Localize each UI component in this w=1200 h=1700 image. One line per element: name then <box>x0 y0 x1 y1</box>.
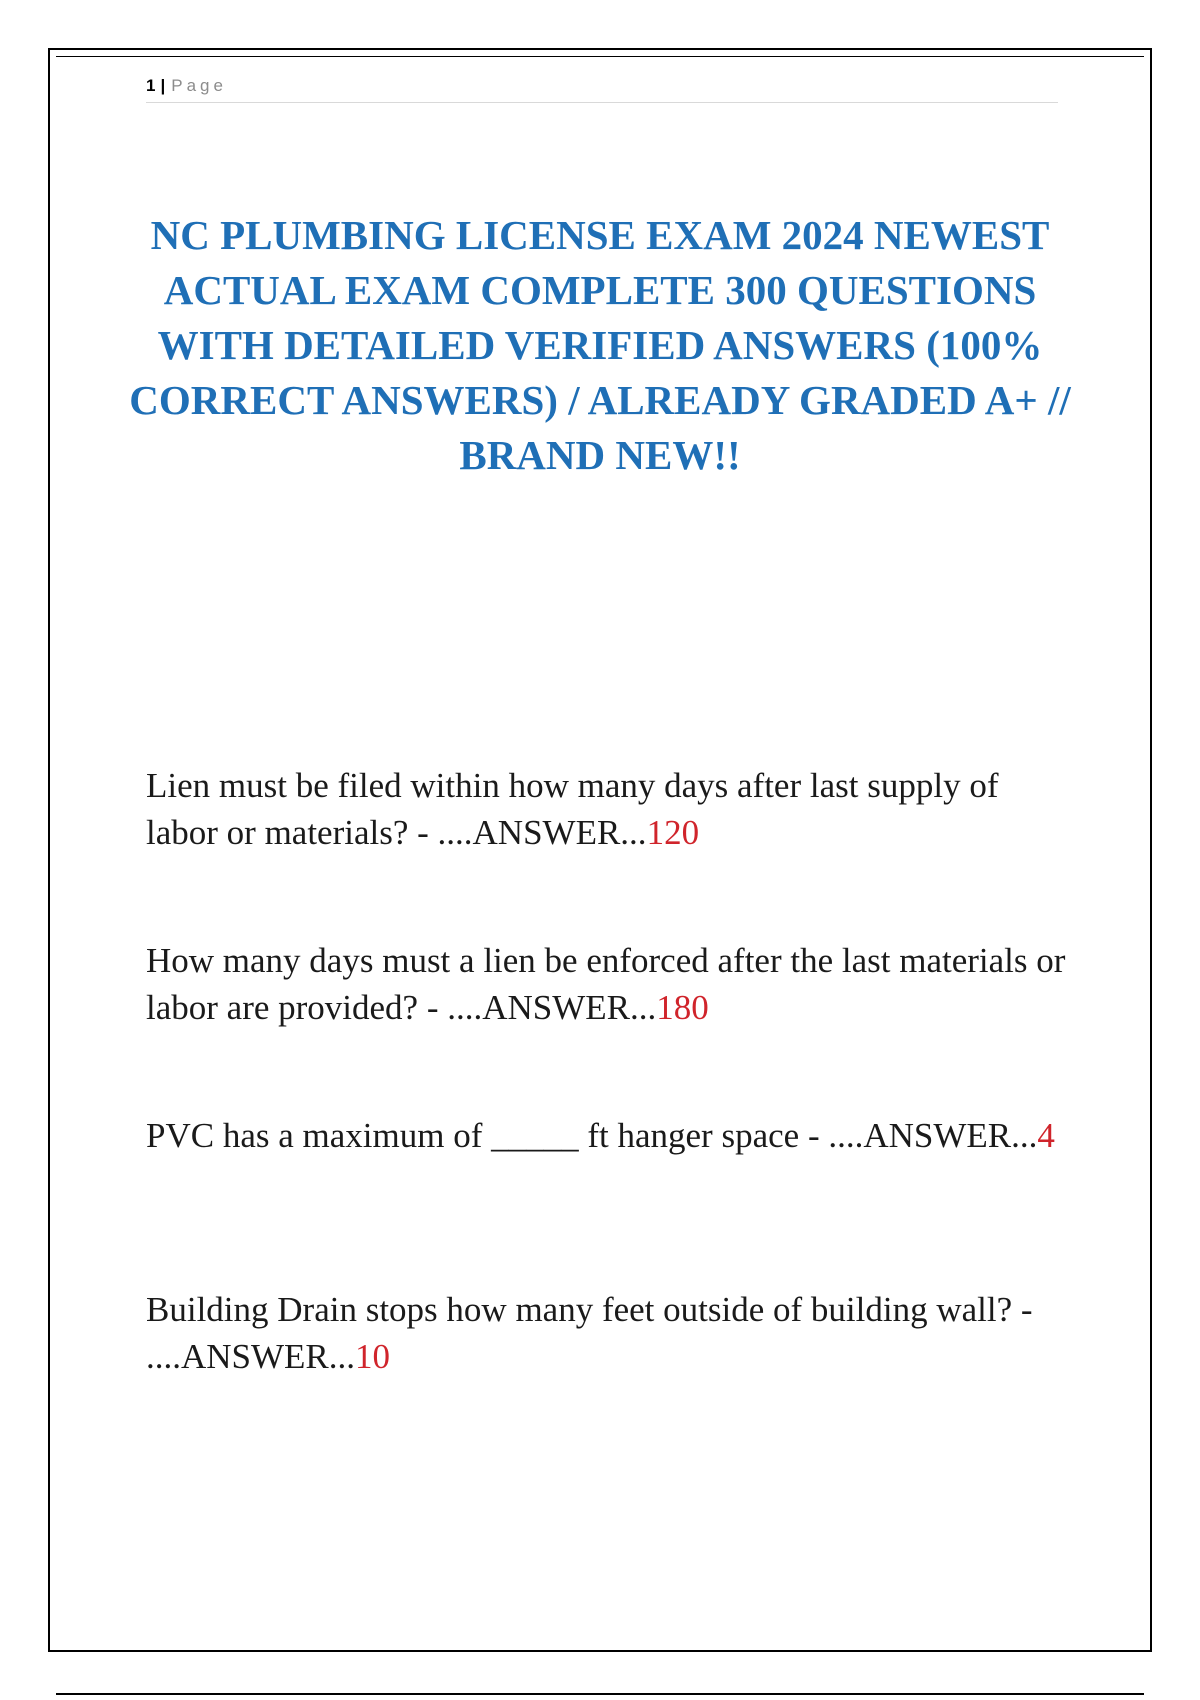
question-4-answer: 10 <box>355 1337 391 1376</box>
page-number: 1 <box>146 76 156 95</box>
question-1-text: Lien must be filed within how many days after last supply of labor or materials? - ....ANSWER... <box>146 766 999 852</box>
bottom-rule <box>56 1693 1144 1695</box>
question-3-text: PVC has a maximum of _____ ft hanger space - ....ANSWER... <box>146 1116 1038 1155</box>
question-2-answer: 180 <box>656 988 709 1027</box>
page-separator: | <box>160 76 166 95</box>
document-title: NC PLUMBING LICENSE EXAM 2024 NEWEST ACTUAL EXAM COMPLETE 300 QUESTIONS WITH DETAILED VERIFIED ANSWERS (100% CORRECT ANSWERS) / ALREADY GRADED A+ // BRAND NEW!! <box>129 212 1071 478</box>
question-3 <box>146 1112 1066 1159</box>
question-2 <box>146 937 1066 1031</box>
question-1 <box>146 762 1066 856</box>
page-label: Page <box>171 76 227 95</box>
question-1-answer: 120 <box>646 813 700 852</box>
question-4 <box>146 1286 1066 1380</box>
question-3-answer: 4 <box>1037 1116 1055 1155</box>
question-2-text: How many days must a lien be enforced after the last materials or labor are provided? - ....ANSWER... <box>146 941 1066 1027</box>
question-4-text: Building Drain stops how many feet outside of building wall? - ....ANSWER... <box>146 1290 1033 1376</box>
page-header <box>146 70 1058 103</box>
